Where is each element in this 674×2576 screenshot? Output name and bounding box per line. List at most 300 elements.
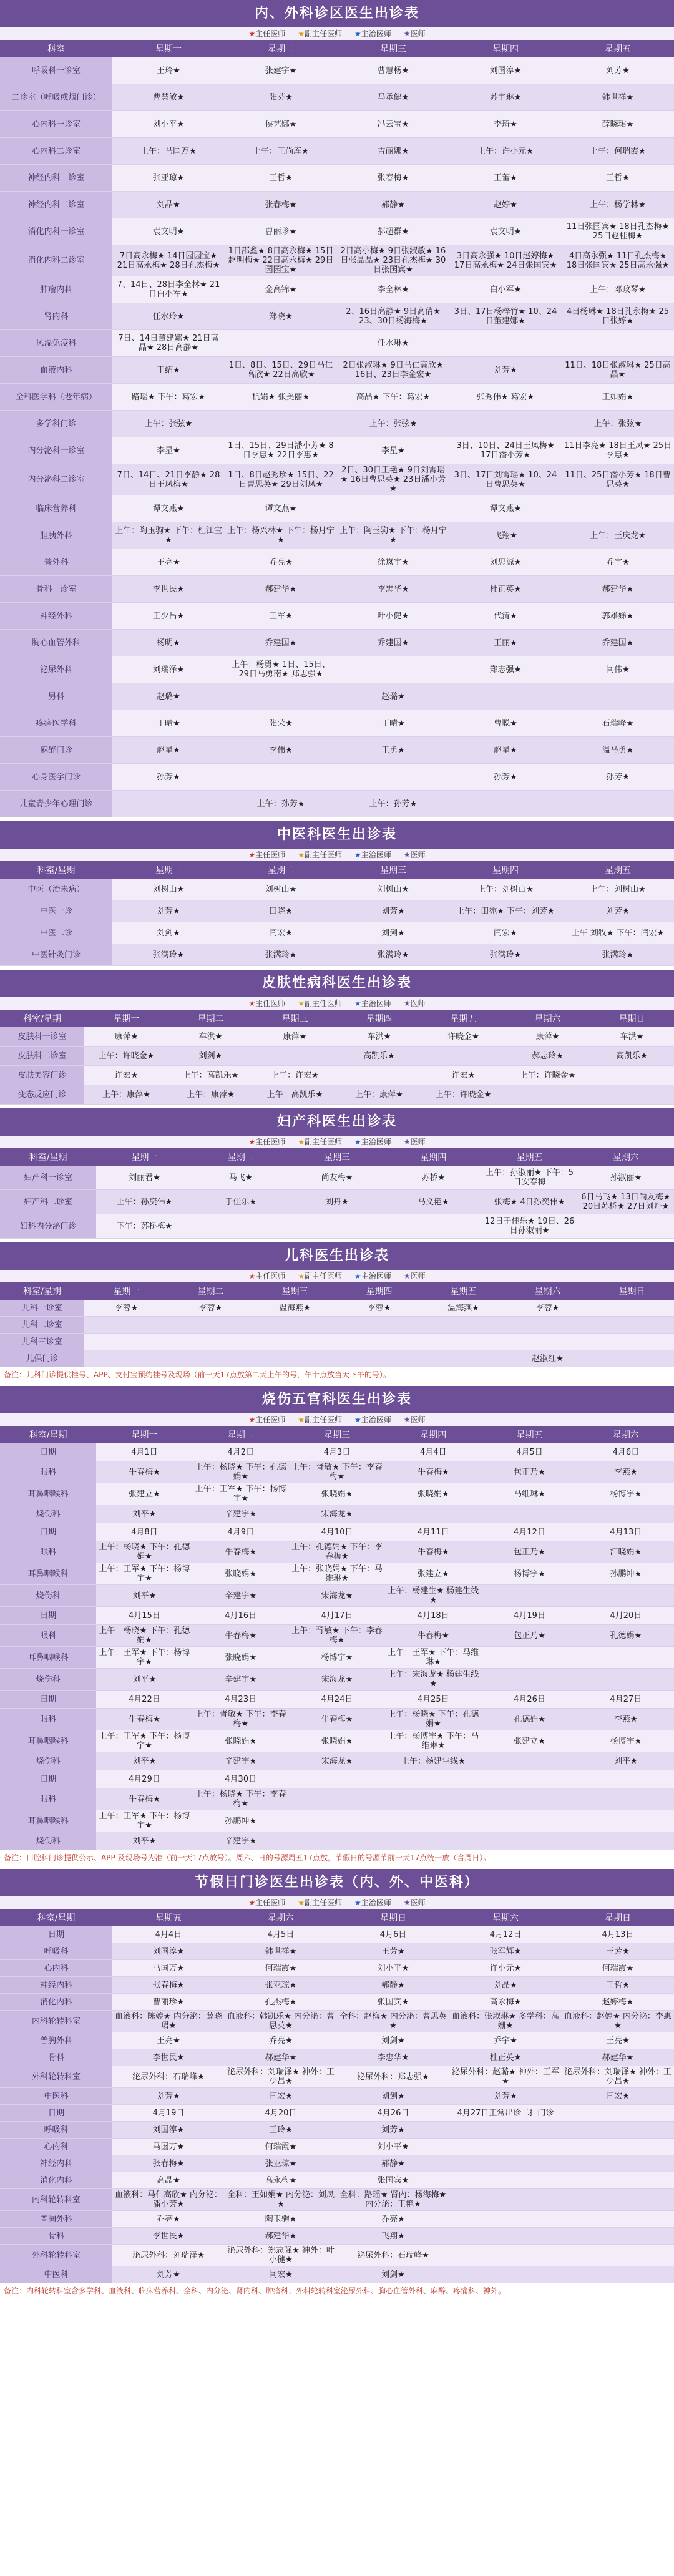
schedule-cell: 上午：张晓娟★ 下午：马维琳★ (289, 1563, 385, 1585)
table-row (0, 656, 674, 683)
schedule-cell (562, 2172, 674, 2189)
schedule-cell: 牛春梅★ (193, 1625, 289, 1647)
schedule-cell: 上午：杨晓★ 下午：孔德娟★ (96, 1625, 192, 1647)
dept-cell: 麻醉门诊 (0, 737, 112, 764)
table-row (0, 2105, 674, 2122)
section-s5 (0, 1242, 674, 1382)
schedule-cell: 孔德娟★ (578, 1625, 674, 1647)
schedule-cell (168, 1317, 253, 1334)
schedule-cell: 下午：苏桥梅★ (96, 1214, 192, 1239)
legend-label: 主治医师 (361, 1138, 391, 1146)
schedule-cell (193, 1214, 289, 1239)
schedule-cell (337, 656, 449, 683)
schedule-cell: 刘芳★ (112, 2088, 225, 2105)
schedule-cell: 包正乃★ (481, 1541, 577, 1563)
schedule-cell: 乔亮★ (112, 2211, 225, 2228)
schedule-cell: 何瑞霞★ (225, 1960, 337, 1977)
table-row (0, 218, 674, 245)
column-header: 星期二 (225, 861, 337, 879)
schedule-cell: 上午：王军★ 下午：杨博宇★ (96, 1730, 192, 1752)
schedule-cell (578, 1788, 674, 1810)
table-row (0, 1461, 674, 1483)
table-row (0, 464, 674, 495)
schedule-cell: 上午：孙芳★ (337, 791, 449, 817)
column-header: 星期日 (590, 1282, 674, 1300)
legend-item-chief (248, 1138, 285, 1146)
schedule-cell: 4月29日 (96, 1770, 192, 1788)
schedule-cell: 李蓉★ (506, 1300, 590, 1317)
dept-cell: 神经内科 (0, 2155, 112, 2172)
schedule-cell: 任水琳★ (337, 330, 449, 357)
schedule-cell (337, 1350, 421, 1367)
dept-cell: 中医科 (0, 2088, 112, 2105)
schedule-cell: 2日张淑琳★ 9日马仁高欣★ 16日、23日李金宏★ (337, 357, 449, 384)
column-header: 星期五 (481, 1148, 577, 1166)
dept-cell: 内科轮转科室 (0, 2189, 112, 2211)
schedule-cell: 上午：刘树山★ (562, 879, 674, 900)
column-header: 星期六 (225, 1909, 337, 1926)
star-icon: ★ (403, 1272, 411, 1281)
legend-item-assoc (298, 1272, 342, 1281)
schedule-cell: 马承健★ (337, 84, 449, 111)
schedule-cell: 牛春梅★ (289, 1709, 385, 1730)
dept-cell: 心内科 (0, 2139, 112, 2155)
schedule-cell: 泌尿外科：郑志强★ 神外：叶小健★ (225, 2245, 337, 2266)
schedule-cell (225, 330, 337, 357)
schedule-cell: 宋海龙★ (289, 1585, 385, 1607)
schedule-cell (481, 1770, 577, 1788)
schedule-cell: 许宏★ (421, 1066, 506, 1085)
table-row (0, 791, 674, 817)
schedule-cell: 4月11日 (385, 1523, 481, 1541)
schedule-cell: 刘平★ (96, 1585, 192, 1607)
dept-cell: 胆胰外科 (0, 522, 112, 549)
schedule-cell (289, 1810, 385, 1832)
column-header: 科室/星期 (0, 861, 112, 879)
schedule-cell: 袁文明★ (112, 218, 225, 245)
column-header: 科室/星期 (0, 1010, 84, 1027)
schedule-cell: 刘芳★ (562, 900, 674, 922)
legend-item-chief (248, 1898, 285, 1907)
column-header: 星期二 (168, 1282, 253, 1300)
schedule-cell (590, 1350, 674, 1367)
legend-label: 副主任医师 (304, 1272, 342, 1281)
schedule-cell: 刘芳★ (449, 357, 562, 384)
legend (0, 1136, 674, 1148)
schedule-cell: 血液科：赵婷★ 内分泌：李惠★ (562, 2011, 674, 2032)
table-row (0, 2245, 674, 2266)
schedule-cell: 闫宏★ (225, 2088, 337, 2105)
schedule-cell: 张满玲★ (449, 944, 562, 966)
table-row (0, 1690, 674, 1709)
legend-item-attending (354, 1415, 391, 1424)
schedule-cell: 张军辉★ (449, 1943, 562, 1960)
schedule-cell: 上午：张弦★ (562, 411, 674, 437)
table-row (0, 683, 674, 710)
legend-item-assoc (298, 851, 342, 859)
table-row (0, 1709, 674, 1730)
table-row (0, 1523, 674, 1541)
schedule-cell: 张国宾★ (337, 2172, 449, 2189)
schedule-cell: 血液科：陈婷★ 内分泌：薛晓珺★ (112, 2011, 225, 2032)
legend-item-chief (248, 999, 285, 1008)
schedule-cell: 乔建国★ (225, 630, 337, 656)
legend-label: 医师 (410, 1272, 426, 1281)
dept-cell: 胸心血管外科 (0, 630, 112, 656)
schedule-cell (562, 2228, 674, 2245)
dept-cell: 普胸外科 (0, 2032, 112, 2049)
schedule-table (0, 1426, 674, 1850)
schedule-cell: 上午：田宛★ 下午：刘芳★ (449, 900, 562, 922)
schedule-cell: 3日、17日杨梓竹★ 10、24日董建娜★ (449, 303, 562, 330)
table-row (0, 1350, 674, 1367)
dept-cell: 妇产科二诊室 (0, 1190, 96, 1214)
star-icon: ★ (403, 1415, 411, 1424)
schedule-cell: 上午：胥敏★ 下午：李春梅★ (289, 1625, 385, 1647)
schedule-cell: 赵璐★ (112, 683, 225, 710)
column-header: 星期日 (590, 1010, 674, 1027)
column-header: 星期一 (112, 861, 225, 879)
schedule-cell: 曹丽珍★ (112, 1994, 225, 2011)
table-row (0, 1730, 674, 1752)
table-row (0, 1832, 674, 1850)
schedule-cell: 康萍★ (253, 1027, 337, 1046)
schedule-cell: 薛晓珺★ (562, 111, 674, 138)
schedule-cell (449, 2211, 562, 2228)
star-icon: ★ (248, 1272, 256, 1281)
dept-cell: 多学科门诊 (0, 411, 112, 437)
schedule-cell: 7日高永梅★ 14日园园宝★ 21日高永梅★ 28日孔杰梅★ (112, 245, 225, 276)
schedule-cell: 王军★ (225, 603, 337, 630)
schedule-cell: 1日、15日、29日潘小芳★ 8日李惠★ 22日李惠★ (225, 437, 337, 464)
schedule-cell: 路瑶★ 下午：葛宏★ (112, 384, 225, 411)
dept-cell: 血液内科 (0, 357, 112, 384)
dept-cell: 泌尿外科 (0, 656, 112, 683)
dept-cell: 耳鼻咽喉科 (0, 1730, 96, 1752)
column-header: 星期一 (84, 1010, 168, 1027)
schedule-table (0, 1282, 674, 1367)
table-row (0, 2122, 674, 2139)
table-row (0, 2211, 674, 2228)
schedule-cell: 4月5日 (481, 1443, 577, 1461)
schedule-cell: 乔亮★ (225, 2032, 337, 2049)
schedule-cell (449, 2155, 562, 2172)
schedule-cell (168, 1334, 253, 1350)
schedule-cell: 上午：康萍★ (337, 1085, 421, 1105)
schedule-cell: 7日、14日董建娜★ 21日高晶★ 28日高静★ (112, 330, 225, 357)
schedule-cell: 李蓉★ (168, 1300, 253, 1317)
schedule-cell (590, 1300, 674, 1317)
column-header: 星期二 (193, 1426, 289, 1443)
dept-cell: 儿童青少年心理门诊 (0, 791, 112, 817)
schedule-cell: 陶玉驹★ (225, 2211, 337, 2228)
schedule-cell: 上午：杨兴林★ 下午：杨月宁★ (225, 522, 337, 549)
schedule-cell: 泌尿外科：刘瑞泽★ 神外：王少昌★ (225, 2066, 337, 2088)
schedule-cell: 上午：许小元★ (449, 138, 562, 165)
schedule-cell: 刘丹★ (289, 1190, 385, 1214)
schedule-cell: 上午：杨建生★ 杨建生线★ (385, 1585, 481, 1607)
table-row (0, 1443, 674, 1461)
schedule-cell: 车洪★ (168, 1027, 253, 1046)
schedule-cell: 王芳★ (562, 1943, 674, 1960)
legend-item-resident (404, 851, 426, 859)
column-header: 科室/星期 (0, 1909, 112, 1926)
schedule-cell: 上午：康萍★ (84, 1085, 168, 1105)
dept-cell: 消化内科 (0, 2172, 112, 2189)
schedule-cell (562, 2155, 674, 2172)
schedule-cell: 于佳乐★ (193, 1190, 289, 1214)
schedule-cell: 泌尿外科：郑志强★ (337, 2066, 449, 2088)
section-title: 中医科医生出诊表 (0, 821, 674, 849)
dept-cell: 中医针灸门诊 (0, 944, 112, 966)
table-row (0, 944, 674, 966)
dept-cell: 皮肤美容门诊 (0, 1066, 84, 1085)
section-title: 节假日门诊医生出诊表（内、外、中医科） (0, 1869, 674, 1896)
legend-item-chief (248, 29, 285, 38)
star-icon: ★ (354, 1415, 361, 1424)
dept-cell: 烧伤科 (0, 1752, 96, 1770)
schedule-cell (578, 1505, 674, 1523)
schedule-cell: 上午：孙淑丽★ 下午：5日安春梅 (481, 1166, 577, 1190)
section-title: 内、外科诊区医生出诊表 (0, 0, 674, 27)
schedule-cell: 何瑞霞★ (562, 1960, 674, 1977)
schedule-cell: 王绍★ (112, 357, 225, 384)
note: 备注：儿科门诊提供挂号、APP、支付宝预约挂号及现场（前一天17点放第二天上午的号，午十点放当天下午的号）。 (0, 1367, 674, 1382)
legend-item-attending (354, 29, 391, 38)
dept-cell: 日期 (0, 1523, 96, 1541)
column-header: 星期四 (337, 1282, 421, 1300)
legend-label: 主任医师 (255, 1272, 286, 1281)
schedule-cell: 上午：宋海龙★ 杨建生线★ (385, 1669, 481, 1690)
schedule-cell (225, 683, 337, 710)
column-header: 星期日 (562, 1909, 674, 1926)
table-row (0, 192, 674, 218)
schedule-cell: 全科：赵梅★ 内分泌：曹思英★ (337, 2011, 449, 2032)
table-row (0, 303, 674, 330)
schedule-cell: 谭文燕★ (449, 495, 562, 522)
schedule-cell: 王如娟★ (562, 384, 674, 411)
column-header: 星期二 (168, 1010, 253, 1027)
schedule-cell: 刘平★ (578, 1752, 674, 1770)
schedule-cell: 赵淑红★ (506, 1350, 590, 1367)
table-row (0, 2032, 674, 2049)
dept-cell: 骨科一诊室 (0, 576, 112, 603)
table-row (0, 1752, 674, 1770)
schedule-cell: 上午：杨晓★ 下午：李春梅★ (193, 1788, 289, 1810)
dept-cell: 消化内科二诊室 (0, 245, 112, 276)
schedule-cell: 刘丽君★ (96, 1166, 192, 1190)
schedule-cell: 刘晶★ (112, 192, 225, 218)
schedule-cell: 王少昌★ (112, 603, 225, 630)
schedule-cell: 何瑞霞★ (225, 2139, 337, 2155)
table-row (0, 522, 674, 549)
legend-label: 医师 (410, 1415, 426, 1424)
dept-cell: 骨科 (0, 2228, 112, 2245)
column-header: 星期三 (289, 1148, 385, 1166)
schedule-cell: 11日张国宾★ 18日孔杰梅★ 25日赵桂梅★ (562, 218, 674, 245)
table-row (0, 879, 674, 900)
schedule-cell: 李燕★ (578, 1461, 674, 1483)
schedule-cell: 4月8日 (96, 1523, 192, 1541)
column-header: 星期二 (193, 1148, 289, 1166)
schedule-cell: 上午：杨晓★ 下午：孔德娟★ (385, 1709, 481, 1730)
schedule-cell: 1日、8日、15日、29日马仁高欣★ 22日高欣★ (225, 357, 337, 384)
schedule-cell: 曹丽珍★ (225, 218, 337, 245)
legend-item-chief (248, 1415, 285, 1424)
schedule-cell (562, 2139, 674, 2155)
schedule-cell: 郝静★ (337, 2155, 449, 2172)
schedule-cell (481, 1752, 577, 1770)
schedule-cell: 谭文燕★ (225, 495, 337, 522)
table-row (0, 165, 674, 192)
column-header: 星期一 (96, 1148, 192, 1166)
schedule-cell: 许小元★ (449, 1960, 562, 1977)
schedule-cell: 张亚琼★ (112, 165, 225, 192)
dept-cell: 心身医学门诊 (0, 764, 112, 791)
schedule-cell: 刘平★ (96, 1832, 192, 1850)
schedule-cell (481, 1647, 577, 1669)
dept-cell: 中医科 (0, 2266, 112, 2283)
table-row (0, 1190, 674, 1214)
column-header: 星期五 (421, 1010, 506, 1027)
schedule-cell: 孙芳★ (562, 764, 674, 791)
table-row (0, 710, 674, 737)
star-icon: ★ (354, 999, 361, 1008)
schedule-cell: 4月12日 (449, 1926, 562, 1943)
schedule-cell: 李燕★ (578, 1709, 674, 1730)
schedule-cell: 宋海龙★ (289, 1669, 385, 1690)
schedule-cell: 韩世祥★ (225, 1943, 337, 1960)
schedule-cell: 赵婷★ (449, 192, 562, 218)
schedule-cell: 泌尿外科：刘瑞泽★ 神外：王少昌★ (562, 2066, 674, 2088)
star-icon: ★ (248, 851, 256, 859)
schedule-cell: 4月30日 (193, 1770, 289, 1788)
schedule-cell: 刘树山★ (337, 879, 449, 900)
table-row (0, 1300, 674, 1317)
table-row (0, 2066, 674, 2088)
schedule-cell: 3日高永强★ 10日赵婷梅★ 17日高永梅★ 24日张国宾★ (449, 245, 562, 276)
legend-label: 医师 (410, 999, 426, 1008)
schedule-cell (421, 1334, 506, 1350)
schedule-cell (84, 1350, 168, 1367)
schedule-cell (578, 1669, 674, 1690)
table-row (0, 1334, 674, 1350)
schedule-cell: 上午：杨晓★ 下午：孔德娟★ (96, 1541, 192, 1563)
schedule-cell: 刘国淳★ (449, 57, 562, 84)
schedule-cell: 4月4日 (385, 1443, 481, 1461)
schedule-cell: 许晓金★ (421, 1027, 506, 1046)
table-row (0, 1541, 674, 1563)
schedule-cell: 牛春梅★ (96, 1709, 192, 1730)
schedule-cell: 刘芳★ (337, 2122, 449, 2139)
legend-label: 主任医师 (255, 1415, 286, 1424)
schedule-cell: 4日杨琳★ 18日孔永梅★ 25日张婷★ (562, 303, 674, 330)
schedule-cell (385, 1810, 481, 1832)
schedule-cell: 张荣★ (225, 710, 337, 737)
schedule-cell: 郝建华★ (562, 576, 674, 603)
table-row (0, 1317, 674, 1334)
schedule-cell: 上午：邓政琴★ (562, 276, 674, 303)
schedule-cell: 4月10日 (289, 1523, 385, 1541)
schedule-cell: 刘小平★ (337, 1960, 449, 1977)
schedule-cell: 王哲★ (562, 1977, 674, 1994)
schedule-cell: 高永梅★ (225, 2172, 337, 2189)
legend-item-resident (404, 1415, 426, 1424)
table-row (0, 576, 674, 603)
table-row (0, 1810, 674, 1832)
schedule-cell: 4月1日 (96, 1443, 192, 1461)
legend-label: 主治医师 (361, 999, 391, 1008)
legend-item-assoc (298, 1138, 342, 1146)
schedule-cell (590, 1317, 674, 1334)
dept-cell: 骨科 (0, 2049, 112, 2066)
schedule-cell (385, 1788, 481, 1810)
schedule-cell: 上午：杨晓★ 下午：孔德娟★ (193, 1461, 289, 1483)
schedule-cell (289, 1770, 385, 1788)
dept-cell: 日期 (0, 2105, 112, 2122)
dept-cell: 日期 (0, 1443, 96, 1461)
legend-label: 主治医师 (361, 1898, 391, 1907)
schedule-cell: 袁文明★ (449, 218, 562, 245)
schedule-cell: 上午：杨博宇★ 下午：马维琳★ (385, 1730, 481, 1752)
legend-label: 副主任医师 (304, 999, 342, 1008)
schedule-cell (449, 2245, 562, 2266)
schedule-cell: 辛建宇★ (193, 1669, 289, 1690)
schedule-cell: 上午：孔德娟★ 下午：李春梅★ (289, 1541, 385, 1563)
table-row (0, 1166, 674, 1190)
schedule-cell: 上午：高凯乐★ (253, 1085, 337, 1105)
schedule-cell: 杨博宇★ (578, 1483, 674, 1505)
legend-item-chief (248, 851, 285, 859)
dept-cell: 妇科内分泌门诊 (0, 1214, 96, 1239)
schedule-cell (421, 1046, 506, 1066)
schedule-cell: 上午：胥敏★ 下午：李春梅★ (193, 1709, 289, 1730)
schedule-cell: 刘国淳★ (112, 2122, 225, 2139)
schedule-cell: 上午：胥敏★ 下午：李春梅★ (289, 1461, 385, 1483)
schedule-cell: 温马勇★ (562, 737, 674, 764)
dept-cell: 烧伤科 (0, 1505, 96, 1523)
star-icon: ★ (298, 999, 305, 1008)
table-row (0, 603, 674, 630)
legend-item-resident (404, 999, 426, 1008)
table-row (0, 1994, 674, 2011)
legend-label: 医师 (410, 1138, 426, 1146)
legend-label: 医师 (410, 851, 426, 859)
schedule-cell: 闫伟★ (562, 656, 674, 683)
dept-cell: 儿科三诊室 (0, 1334, 84, 1350)
schedule-cell: 上午：许晓金★ (84, 1046, 168, 1066)
star-icon: ★ (248, 999, 256, 1008)
dept-cell: 外科轮转科室 (0, 2245, 112, 2266)
schedule-cell: 4日高永强★ 11日孔杰梅★ 18日张国宾★ 25日高永强★ (562, 245, 674, 276)
schedule-cell (481, 1832, 577, 1850)
schedule-cell (562, 495, 674, 522)
schedule-cell (481, 1585, 577, 1607)
star-icon: ★ (298, 1415, 305, 1424)
schedule-cell: 李世民★ (112, 2049, 225, 2066)
schedule-cell: 丁晴★ (112, 710, 225, 737)
schedule-cell: 苏桥★ (385, 1166, 481, 1190)
table-row (0, 1770, 674, 1788)
schedule-cell: 张建宇★ (225, 57, 337, 84)
table-row (0, 900, 674, 922)
schedule-cell: 牛春梅★ (96, 1788, 192, 1810)
dept-cell: 神经内科一诊室 (0, 165, 112, 192)
schedule-cell: 包正乃★ (481, 1461, 577, 1483)
table-row (0, 1926, 674, 1943)
schedule-table (0, 40, 674, 817)
dept-cell: 眼科 (0, 1709, 96, 1730)
